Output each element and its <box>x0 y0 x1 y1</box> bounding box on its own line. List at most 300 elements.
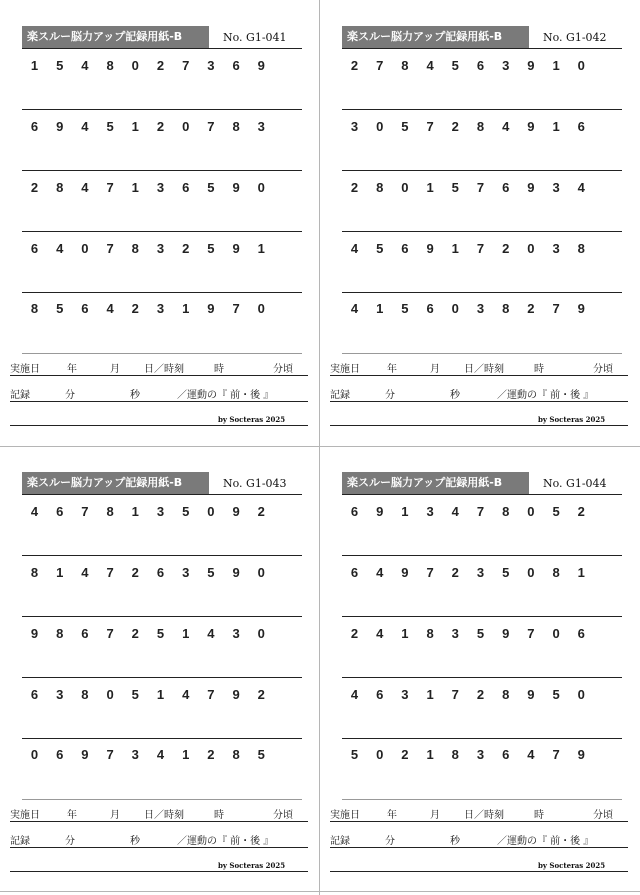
digit-row <box>22 504 302 524</box>
digit-row <box>22 687 302 707</box>
date-time-underline <box>330 375 628 376</box>
digit: 9 <box>232 241 240 256</box>
digit: 1 <box>131 119 139 134</box>
digit: 6 <box>401 241 409 256</box>
digit: 1 <box>426 747 434 762</box>
record-label: 秒 <box>450 836 460 847</box>
digit-row <box>342 58 622 78</box>
digit: 5 <box>476 626 485 641</box>
digit: 9 <box>232 565 240 580</box>
digit: 6 <box>81 626 89 641</box>
digit: 8 <box>106 504 114 519</box>
digit: 5 <box>207 241 215 256</box>
record-card <box>330 446 630 892</box>
row-rule <box>342 738 622 739</box>
digit-row <box>22 180 302 200</box>
sheet-title-banner: 楽スルー脳力アップ記録用紙-B <box>342 26 529 48</box>
date-time-underline <box>10 821 308 822</box>
digit: 5 <box>207 180 215 195</box>
sheet-title-banner: 楽スルー脳力アップ記録用紙-B <box>342 472 529 494</box>
row-rule <box>22 109 302 110</box>
date-label: 年 <box>387 364 397 375</box>
digit: 1 <box>182 747 190 762</box>
digit: 7 <box>182 58 190 73</box>
digit: 6 <box>502 180 510 195</box>
digit: 3 <box>552 180 560 195</box>
date-label: 日／時刻 <box>464 810 504 821</box>
date-label: 分頃 <box>593 810 613 821</box>
date-label: 月 <box>110 364 120 375</box>
digit: 9 <box>232 687 240 702</box>
digit: 8 <box>30 301 39 316</box>
date-label: 実施日 <box>330 810 360 821</box>
digit: 0 <box>527 565 535 580</box>
digit: 0 <box>131 58 139 73</box>
digit: 7 <box>476 241 485 256</box>
record-field[interactable] <box>10 386 308 402</box>
digit: 9 <box>577 747 585 762</box>
digit: 9 <box>207 301 215 316</box>
date-time-underline <box>330 821 628 822</box>
title-underline <box>342 48 622 49</box>
row-rule <box>342 170 622 171</box>
digit: 7 <box>81 504 89 519</box>
digit: 4 <box>81 565 89 580</box>
sheet-code: No. G1-044 <box>543 477 607 490</box>
digit: 1 <box>552 58 560 73</box>
digit: 6 <box>350 565 359 580</box>
digit: 5 <box>156 626 165 641</box>
date-label: 月 <box>110 810 120 821</box>
digit: 3 <box>156 180 165 195</box>
digit: 8 <box>106 58 114 73</box>
date-label: 日／時刻 <box>144 364 184 375</box>
digit: 3 <box>156 241 165 256</box>
digit: 5 <box>182 504 190 519</box>
digit: 7 <box>207 119 215 134</box>
digit: 2 <box>257 687 265 702</box>
row-rule <box>22 231 302 232</box>
digit: 0 <box>401 180 409 195</box>
record-card <box>10 446 310 892</box>
digit: 3 <box>552 241 560 256</box>
date-time-underline <box>10 375 308 376</box>
digit: 6 <box>156 565 165 580</box>
date-label: 時 <box>214 810 224 821</box>
digit: 4 <box>451 504 459 519</box>
credit-text: by Socteras 2025 <box>218 861 286 870</box>
record-label: ／運動の『 前・後 』 <box>177 390 274 401</box>
date-time-field[interactable] <box>330 360 628 376</box>
record-label: 分 <box>65 390 75 401</box>
record-field[interactable] <box>10 832 308 848</box>
credit-underline <box>330 871 628 872</box>
digit: 2 <box>257 504 265 519</box>
digit: 2 <box>131 626 139 641</box>
digit: 3 <box>207 58 215 73</box>
digit: 6 <box>232 58 240 73</box>
digit: 4 <box>527 747 535 762</box>
digit: 8 <box>502 301 510 316</box>
row-rule <box>342 799 622 800</box>
digit: 7 <box>207 687 215 702</box>
digit: 5 <box>401 301 409 316</box>
digit: 6 <box>30 119 39 134</box>
record-card <box>10 0 310 446</box>
digit: 4 <box>376 626 384 641</box>
date-label: 実施日 <box>10 810 40 821</box>
digit: 4 <box>350 301 359 316</box>
digit: 0 <box>257 565 265 580</box>
digit: 2 <box>502 241 510 256</box>
digit: 8 <box>476 119 485 134</box>
digit: 9 <box>257 58 265 73</box>
record-label: 記録 <box>10 390 30 401</box>
digit: 4 <box>350 687 359 702</box>
row-rule <box>342 555 622 556</box>
digit: 9 <box>232 180 240 195</box>
digit: 5 <box>131 687 139 702</box>
record-label: 秒 <box>130 390 140 401</box>
digit: 1 <box>577 565 585 580</box>
digit: 2 <box>451 565 459 580</box>
digit: 9 <box>401 565 409 580</box>
digit: 9 <box>577 301 585 316</box>
sheet-code: No. G1-043 <box>223 477 287 490</box>
digit: 4 <box>56 241 64 256</box>
row-rule <box>22 170 302 171</box>
digit: 0 <box>527 241 535 256</box>
date-label: 分頃 <box>273 810 293 821</box>
digit: 5 <box>451 180 459 195</box>
digit: 2 <box>476 687 485 702</box>
digit: 7 <box>426 119 434 134</box>
digit: 7 <box>451 687 459 702</box>
digit: 8 <box>577 241 585 256</box>
digit: 5 <box>257 747 265 762</box>
date-time-field[interactable] <box>330 806 628 822</box>
digit: 1 <box>182 626 190 641</box>
digit: 4 <box>30 504 39 519</box>
digit: 9 <box>527 58 535 73</box>
digit: 0 <box>552 626 560 641</box>
date-label: 実施日 <box>330 364 360 375</box>
vertical-cut-line <box>319 0 320 895</box>
digit: 8 <box>30 565 39 580</box>
digit: 5 <box>552 687 560 702</box>
digit: 7 <box>106 747 114 762</box>
digit: 0 <box>577 58 585 73</box>
digit: 3 <box>232 626 240 641</box>
row-rule <box>342 353 622 354</box>
record-label: 記録 <box>330 836 350 847</box>
date-label: 年 <box>67 810 77 821</box>
digit: 4 <box>182 687 190 702</box>
digit: 2 <box>207 747 215 762</box>
digit: 4 <box>81 119 89 134</box>
digit: 1 <box>426 180 434 195</box>
digit: 8 <box>131 241 139 256</box>
digit: 3 <box>502 58 510 73</box>
date-label: 時 <box>214 364 224 375</box>
digit: 3 <box>156 301 165 316</box>
digit: 7 <box>376 58 384 73</box>
date-label: 月 <box>430 364 440 375</box>
digit: 9 <box>426 241 434 256</box>
digit: 8 <box>56 180 64 195</box>
digit: 2 <box>577 504 585 519</box>
digit: 6 <box>56 504 64 519</box>
digit: 2 <box>451 119 459 134</box>
date-label: 分頃 <box>593 364 613 375</box>
digit-row <box>342 687 622 707</box>
digit-row <box>22 565 302 585</box>
record-underline <box>330 847 628 848</box>
row-rule <box>342 677 622 678</box>
digit: 6 <box>376 687 384 702</box>
date-label: 分頃 <box>273 364 293 375</box>
digit: 6 <box>577 626 585 641</box>
digit: 6 <box>577 119 585 134</box>
date-label: 日／時刻 <box>464 364 504 375</box>
digit: 3 <box>451 626 459 641</box>
sheet-code: No. G1-042 <box>543 31 607 44</box>
row-rule <box>22 677 302 678</box>
digit: 1 <box>401 626 409 641</box>
digit-row <box>22 747 302 767</box>
digit: 7 <box>106 565 114 580</box>
digit: 4 <box>207 626 215 641</box>
digit-row <box>342 504 622 524</box>
digit: 6 <box>182 180 190 195</box>
row-rule <box>22 738 302 739</box>
digit: 0 <box>577 687 585 702</box>
record-underline <box>10 401 308 402</box>
digit: 1 <box>401 504 409 519</box>
record-card <box>330 0 630 446</box>
digit: 0 <box>81 241 89 256</box>
digit: 6 <box>30 687 39 702</box>
date-label: 時 <box>534 810 544 821</box>
digit: 8 <box>56 626 64 641</box>
digit: 3 <box>182 565 190 580</box>
digit: 4 <box>106 301 114 316</box>
digit: 7 <box>106 626 114 641</box>
record-label: 記録 <box>330 390 350 401</box>
date-label: 時 <box>534 364 544 375</box>
digit: 1 <box>426 687 434 702</box>
digit: 1 <box>182 301 190 316</box>
digit-row <box>22 626 302 646</box>
digit: 9 <box>30 626 39 641</box>
digit-row <box>342 626 622 646</box>
digit: 3 <box>131 747 139 762</box>
record-label: ／運動の『 前・後 』 <box>497 390 594 401</box>
digit: 8 <box>451 747 459 762</box>
credit-underline <box>10 425 308 426</box>
digit-row <box>342 301 622 321</box>
digit: 5 <box>502 565 510 580</box>
record-underline <box>330 401 628 402</box>
digit: 3 <box>476 565 485 580</box>
sheet-title-banner: 楽スルー脳力アップ記録用紙-B <box>22 26 209 48</box>
digit-row <box>342 180 622 200</box>
digit: 4 <box>426 58 434 73</box>
row-rule <box>22 799 302 800</box>
digit: 2 <box>156 58 165 73</box>
digit: 1 <box>131 504 139 519</box>
digit: 2 <box>350 58 359 73</box>
digit: 9 <box>527 119 535 134</box>
digit: 7 <box>476 504 485 519</box>
digit: 9 <box>376 504 384 519</box>
digit: 5 <box>56 301 64 316</box>
digit: 0 <box>257 180 265 195</box>
digit: 6 <box>502 747 510 762</box>
digit: 3 <box>476 747 485 762</box>
date-label: 年 <box>387 810 397 821</box>
digit-row <box>342 565 622 585</box>
credit-underline <box>330 425 628 426</box>
digit: 8 <box>502 687 510 702</box>
date-label: 月 <box>430 810 440 821</box>
digit: 1 <box>156 687 165 702</box>
digit: 4 <box>81 58 89 73</box>
digit: 5 <box>56 58 64 73</box>
credit-text: by Socteras 2025 <box>538 415 606 424</box>
digit: 3 <box>56 687 64 702</box>
digit-row <box>22 301 302 321</box>
digit: 3 <box>476 301 485 316</box>
digit: 6 <box>56 747 64 762</box>
digit: 6 <box>426 301 434 316</box>
digit: 5 <box>451 58 459 73</box>
record-label: 分 <box>65 836 75 847</box>
digit-row <box>342 119 622 139</box>
digit: 0 <box>106 687 114 702</box>
date-label: 実施日 <box>10 364 40 375</box>
digit: 2 <box>182 241 190 256</box>
digit: 2 <box>401 747 409 762</box>
record-label: 記録 <box>10 836 30 847</box>
record-field[interactable] <box>330 832 628 848</box>
row-rule <box>22 292 302 293</box>
record-label: 分 <box>385 836 395 847</box>
digit: 1 <box>131 180 139 195</box>
row-rule <box>342 109 622 110</box>
digit: 7 <box>476 180 485 195</box>
row-rule <box>342 231 622 232</box>
digit: 3 <box>350 119 359 134</box>
digit: 2 <box>131 301 139 316</box>
digit: 1 <box>30 58 39 73</box>
digit: 8 <box>81 687 89 702</box>
digit: 4 <box>502 119 510 134</box>
digit: 7 <box>106 241 114 256</box>
digit: 9 <box>527 180 535 195</box>
digit: 8 <box>552 565 560 580</box>
digit: 1 <box>451 241 459 256</box>
digit: 9 <box>81 747 89 762</box>
digit: 2 <box>30 180 39 195</box>
digit: 4 <box>156 747 165 762</box>
digit: 2 <box>527 301 535 316</box>
credit-text: by Socteras 2025 <box>218 415 286 424</box>
digit: 3 <box>257 119 265 134</box>
digit: 4 <box>577 180 585 195</box>
digit: 9 <box>502 626 510 641</box>
credit-text: by Socteras 2025 <box>538 861 606 870</box>
digit: 8 <box>376 180 384 195</box>
digit: 9 <box>232 504 240 519</box>
digit: 0 <box>451 301 459 316</box>
digit: 1 <box>56 565 64 580</box>
digit: 2 <box>350 180 359 195</box>
digit: 7 <box>232 301 240 316</box>
row-rule <box>22 616 302 617</box>
sheet-title-banner: 楽スルー脳力アップ記録用紙-B <box>22 472 209 494</box>
date-label: 年 <box>67 364 77 375</box>
record-label: 秒 <box>450 390 460 401</box>
row-rule <box>22 555 302 556</box>
digit-row <box>342 747 622 767</box>
digit: 0 <box>527 504 535 519</box>
digit: 7 <box>106 180 114 195</box>
row-rule <box>342 616 622 617</box>
digit: 6 <box>30 241 39 256</box>
record-field[interactable] <box>330 386 628 402</box>
digit: 2 <box>156 119 165 134</box>
digit: 8 <box>232 747 240 762</box>
digit: 3 <box>156 504 165 519</box>
digit: 8 <box>232 119 240 134</box>
digit: 1 <box>552 119 560 134</box>
record-label: ／運動の『 前・後 』 <box>177 836 274 847</box>
digit: 3 <box>426 504 434 519</box>
digit: 0 <box>257 301 265 316</box>
digit: 9 <box>56 119 64 134</box>
digit: 4 <box>376 565 384 580</box>
row-rule <box>342 292 622 293</box>
digit-row <box>342 241 622 261</box>
digit: 0 <box>257 626 265 641</box>
digit: 8 <box>426 626 434 641</box>
digit: 7 <box>552 301 560 316</box>
digit: 0 <box>376 119 384 134</box>
record-underline <box>10 847 308 848</box>
digit: 8 <box>401 58 409 73</box>
digit: 3 <box>401 687 409 702</box>
record-label: 秒 <box>130 836 140 847</box>
digit: 5 <box>207 565 215 580</box>
digit: 5 <box>106 119 114 134</box>
date-time-field[interactable] <box>10 806 308 822</box>
digit: 5 <box>376 241 384 256</box>
digit: 4 <box>81 180 89 195</box>
digit-row <box>22 58 302 78</box>
date-time-field[interactable] <box>10 360 308 376</box>
digit: 4 <box>350 241 359 256</box>
sheet-code: No. G1-041 <box>223 31 287 44</box>
record-label: 分 <box>385 390 395 401</box>
digit: 5 <box>350 747 359 762</box>
digit: 2 <box>350 626 359 641</box>
title-underline <box>342 494 622 495</box>
record-label: ／運動の『 前・後 』 <box>497 836 594 847</box>
credit-underline <box>10 871 308 872</box>
digit: 7 <box>527 626 535 641</box>
title-underline <box>22 48 302 49</box>
